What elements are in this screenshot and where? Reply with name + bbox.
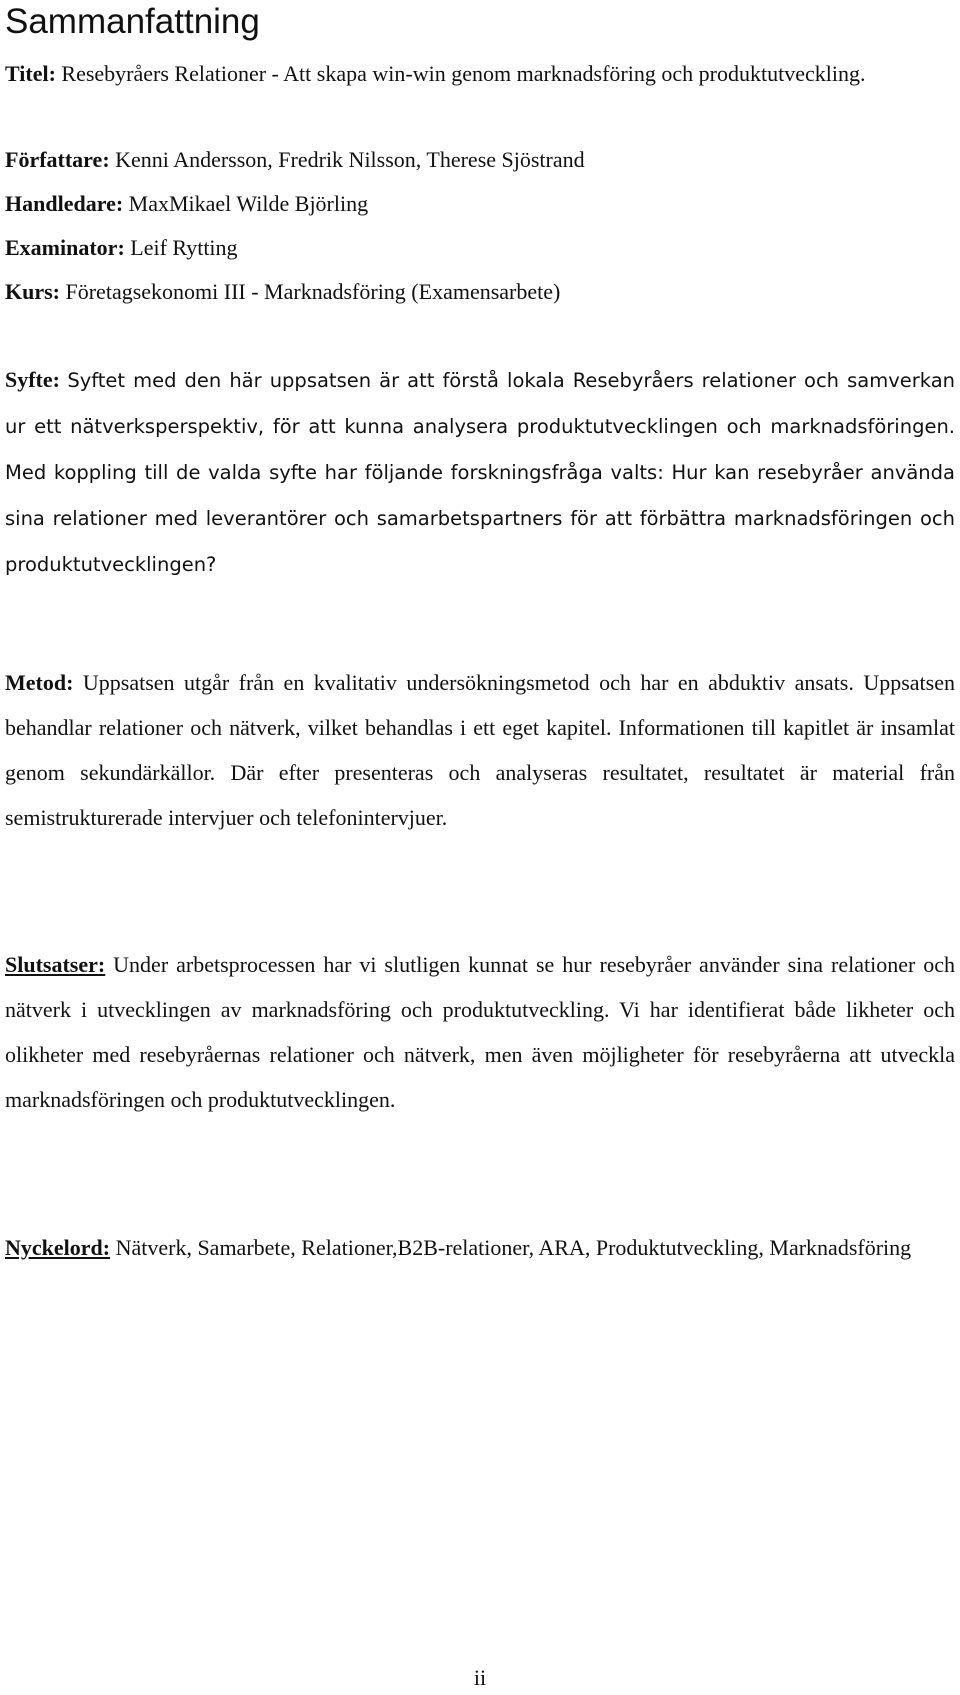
course-value: Företagsekonomi III - Marknadsföring (Examensarbete) (65, 279, 561, 304)
syfte-paragraph (5, 357, 955, 587)
page-heading: Sammanfattning (5, 2, 260, 41)
title-label: Titel: (5, 61, 56, 86)
supervisor-value: MaxMikael Wilde Björling (128, 191, 369, 216)
page-number: ii (473, 1665, 487, 1690)
syfte-text: Syftet med den här uppsatsen är att förstå lokala Resebyråers relationer och samverkan ur ett nätverksperspektiv, för att kunna analysera produktutvecklingen och marknadsföringen. Med koppling till de valda syfte har följande forskningsfråga valts: Hur kan resebyråer använda sina relationer med leverantörer och samarbetspartners för att förbättra marknadsföringen och produktutvecklingen? (5, 369, 956, 576)
syfte-label: Syfte: (5, 367, 60, 392)
examiner-label: Examinator: (5, 235, 125, 260)
slutsatser-label: Slutsatser: (5, 952, 106, 977)
metod-paragraph (5, 660, 955, 840)
meta-supervisor (5, 182, 955, 226)
authors-label: Författare: (5, 147, 110, 172)
slutsatser-paragraph (5, 942, 955, 1122)
meta-authors (5, 138, 955, 182)
nyckelord-label: Nyckelord: (5, 1235, 111, 1260)
slutsatser-text: Under arbetsprocessen har vi slutligen kunnat se hur resebyråer använder sina relationer och nätverk i utvecklingen av marknadsföring och produktutveckling. Vi har identifierat både likheter och olikheter med resebyråernas relationer och nätverk, men även möjligheter för resebyråerna att utveckla marknadsföringen och produktutvecklingen. (5, 952, 956, 1112)
examiner-value: Leif Rytting (130, 235, 238, 260)
nyckelord-paragraph (5, 1225, 955, 1270)
authors-value: Kenni Andersson, Fredrik Nilsson, Therese Sjöstrand (115, 147, 585, 172)
course-label: Kurs: (5, 279, 60, 304)
meta-course (5, 270, 955, 314)
supervisor-label: Handledare: (5, 191, 124, 216)
metod-label: Metod: (5, 670, 74, 695)
nyckelord-text: Nätverk, Samarbete, Relationer,B2B-relationer, ARA, Produktutveckling, Marknadsföring (115, 1235, 912, 1260)
title-value: Resebyråers Relationer - Att skapa win-win genom marknadsföring och produktutveckling. (61, 61, 866, 86)
meta-title (5, 52, 955, 96)
meta-examiner (5, 226, 955, 270)
metod-text: Uppsatsen utgår från en kvalitativ undersökningsmetod och har en abduktiv ansats. Uppsatsen behandlar relationer och nätverk, vilket behandlas i ett eget kapitel. Informationen till kapitlet är insamlat genom sekundärkällor. Där efter presenteras och analyseras resultatet, resultatet är material från semistrukturerade intervjuer och telefonintervjuer. (5, 670, 955, 830)
